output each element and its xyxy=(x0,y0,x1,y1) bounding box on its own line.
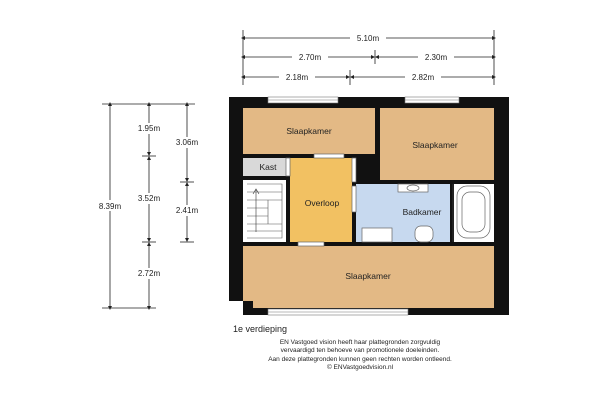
disclaimer xyxy=(210,339,510,372)
door-slaapkamer-top-right xyxy=(352,158,356,182)
dim-mid-right: 2.82m xyxy=(411,73,435,82)
toilet-icon xyxy=(415,226,433,242)
room-slaapkamer-top-left: Slaapkamer xyxy=(286,126,332,136)
dim-depth-b: 3.52m xyxy=(137,194,161,203)
room-slaapkamer-top-right: Slaapkamer xyxy=(412,140,458,150)
dim-total-width: 5.10m xyxy=(356,34,380,43)
disclaimer-line-4: © ENVastgoedvision.nl xyxy=(326,363,394,371)
floor-stairwell xyxy=(243,180,286,242)
dim-depth-d: 3.06m xyxy=(175,138,199,147)
dim-depth-e: 2.41m xyxy=(175,206,199,215)
door-kast xyxy=(286,158,290,176)
room-slaapkamer-bottom: Slaapkamer xyxy=(345,271,391,281)
dim-top-left: 2.70m xyxy=(298,53,322,62)
dim-mid-left: 2.18m xyxy=(285,73,309,82)
room-badkamer: Badkamer xyxy=(402,207,442,217)
dim-top-right: 2.30m xyxy=(424,53,448,62)
disclaimer-line-3: Aan deze plattegronden kunnen geen rechten worden ontleend. xyxy=(268,355,452,363)
door-badkamer xyxy=(352,186,356,212)
shower-tray-icon xyxy=(362,228,392,242)
dim-depth-a: 1.95m xyxy=(137,124,161,133)
disclaimer-line-2: vervaardigd ten behoeve van promotionele doeleinden. xyxy=(280,347,440,355)
dim-depth-c: 2.72m xyxy=(137,269,161,278)
dim-total-depth: 8.39m xyxy=(98,202,122,211)
room-kast: Kast xyxy=(259,162,277,172)
disclaimer-line-1: EN Vastgoed vision heeft haar plattegronden zorgvuldig xyxy=(279,339,441,346)
floor-label: 1e verdieping xyxy=(233,324,288,334)
room-overloop: Overloop xyxy=(304,198,340,208)
door-slaapkamer-top-left xyxy=(314,154,344,158)
door-slaapkamer-bottom xyxy=(298,242,324,246)
